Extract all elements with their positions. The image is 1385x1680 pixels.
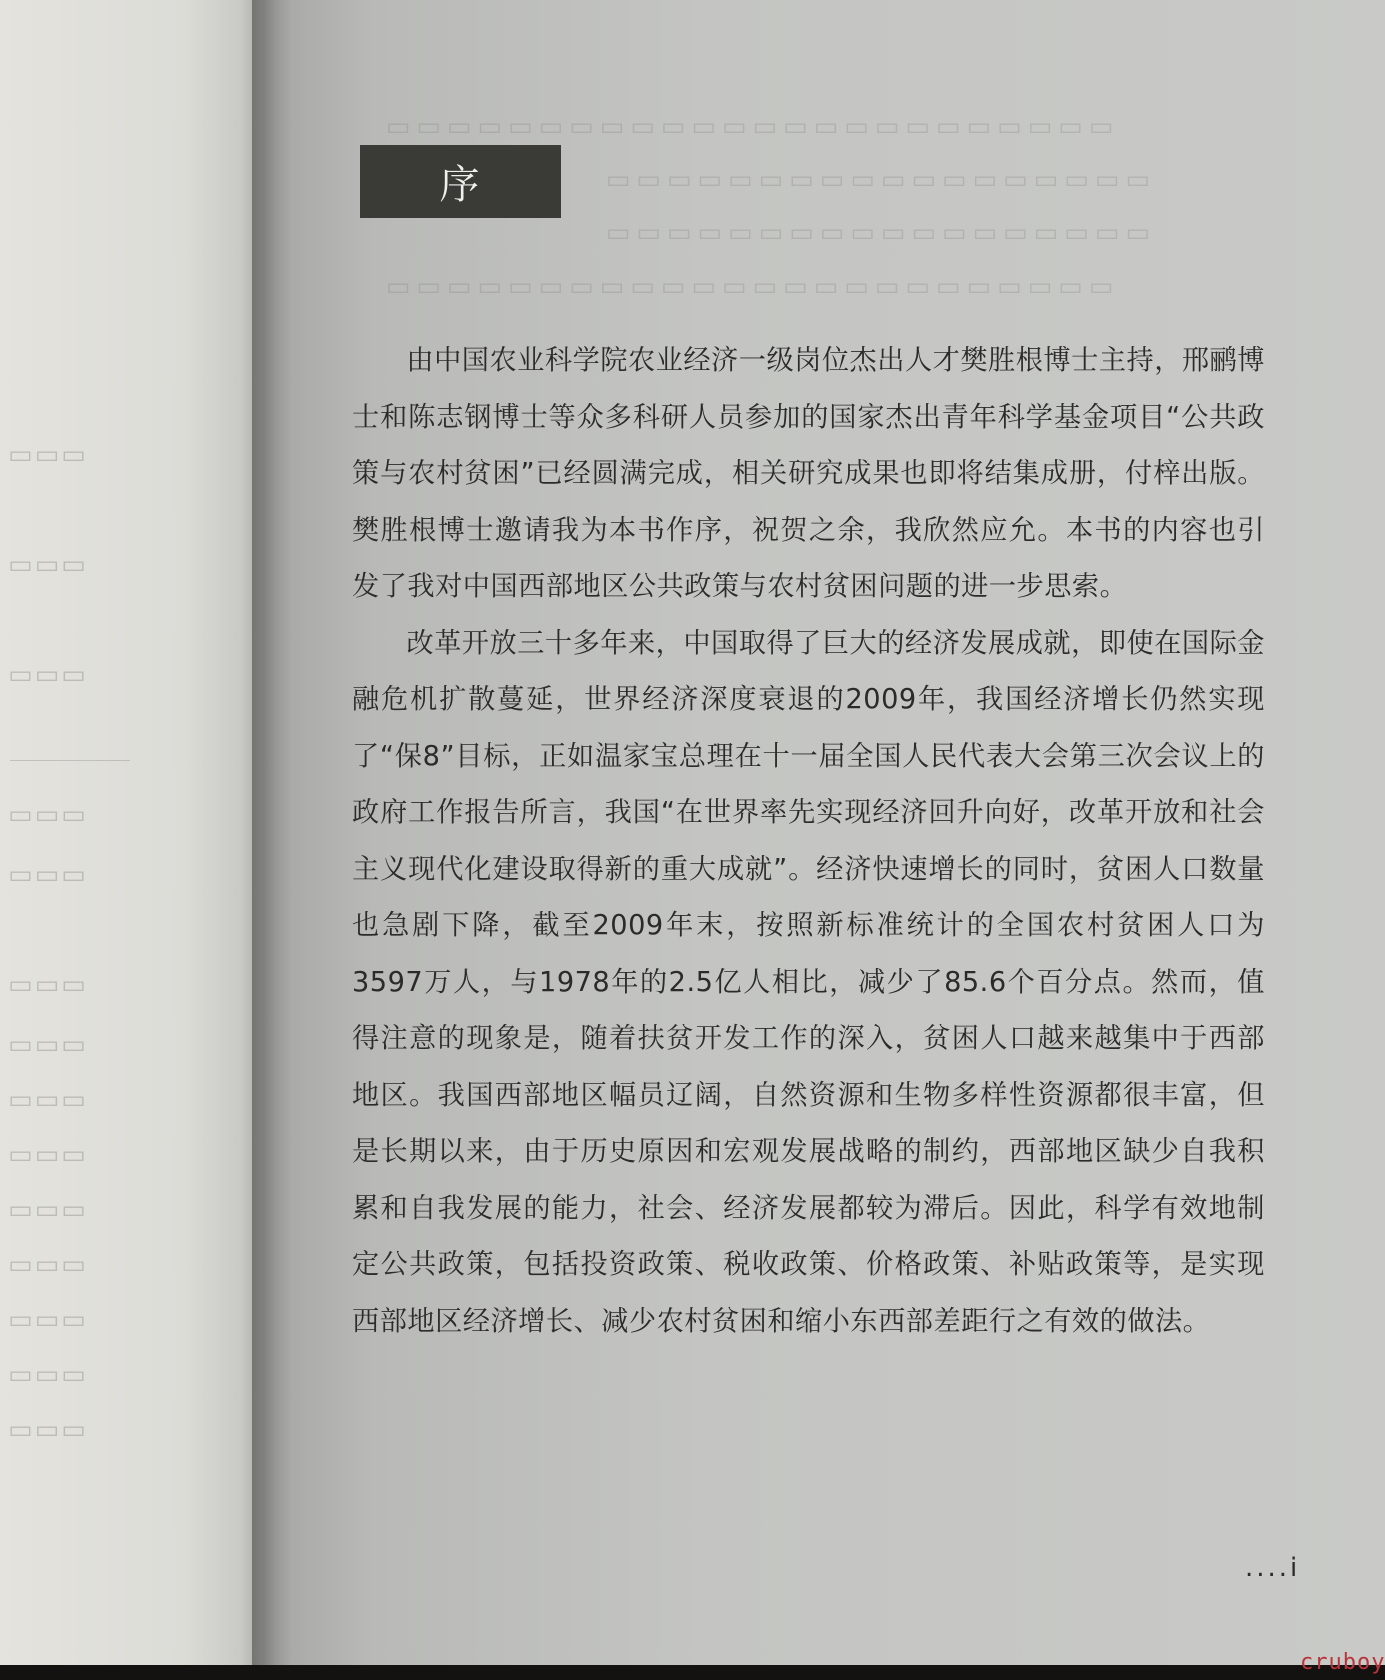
- show-through-text: ▭▭▭▭▭▭▭▭▭▭▭▭▭▭▭▭▭▭▭▭▭▭▭▭: [380, 112, 1114, 142]
- scanner-watermark: cruboy: [1300, 1650, 1385, 1675]
- show-through-text: ▭▭▭▭▭▭▭▭▭▭▭▭▭▭▭▭▭▭: [600, 218, 1151, 248]
- left-page-bleed-text: ▭▭▭: [8, 660, 88, 690]
- show-through-text: ▭▭▭▭▭▭▭▭▭▭▭▭▭▭▭▭▭▭▭▭▭▭▭▭: [380, 272, 1114, 302]
- left-page-bleed-text: ▭▭▭: [8, 800, 88, 830]
- left-page-bleed-text: ▭▭▭: [8, 860, 88, 890]
- left-page-bleed-text: ▭▭▭: [8, 1415, 88, 1445]
- show-through-text: ▭▭▭▭▭▭▭▭▭▭▭▭▭▭▭▭▭▭: [600, 165, 1151, 195]
- left-page-bleed-text: ▭▭▭: [8, 1305, 88, 1335]
- preface-body: [352, 333, 1265, 1350]
- left-page-bleed-text: ▭▭▭: [8, 1140, 88, 1170]
- scan-bottom-edge: [0, 1665, 1385, 1680]
- left-page-bleed-text: ▭▭▭: [8, 550, 88, 580]
- paragraph: 改革开放三十多年来，中国取得了巨大的经济发展成就，即使在国际金融危机扩散蔓延，世界经济深度衰退的2009年，我国经济增长仍然实现了“保8”目标，正如温家宝总理在十一届全国人民代表大会第三次会议上的政府工作报告所言，我国“在世界率先实现经济回升向好，改革开放和社会主义现代化建设取得新的重大成就”。经济快速增长的同时，贫困人口数量也急剧下降，截至2009年末，按照新标准统计的全国农村贫困人口为3597万人，与1978年的2.5亿人相比，减少了85.6个百分点。然而，值得注意的现象是，随着扶贫开发工作的深入，贫困人口越来越集中于西部地区。我国西部地区幅员辽阔，自然资源和生物多样性资源都很丰富，但是长期以来，由于历史原因和宏观发展战略的制约，西部地区缺少自我积累和自我发展的能力，社会、经济发展都较为滞后。因此，科学有效地制定公共政策，包括投资政策、税收政策、价格政策、补贴政策等，是实现西部地区经济增长、减少农村贫困和缩小东西部差距行之有效的做法。: [352, 627, 1265, 1337]
- preface-title-block: [360, 145, 561, 218]
- left-page-bleed-text: ▭▭▭: [8, 1250, 88, 1280]
- left-page-bleed-text: ▭▭▭: [8, 1030, 88, 1060]
- paragraph: 由中国农业科学院农业经济一级岗位杰出人才樊胜根博士主持，邢鹂博士和陈志钢博士等众多科研人员参加的国家杰出青年科学基金项目“公共政策与农村贫困”已经圆满完成，相关研究成果也即将结集成册，付梓出版。樊胜根博士邀请我为本书作序，祝贺之余，我欣然应允。本书的内容也引发了我对中国西部地区公共政策与农村贫困问题的进一步思索。: [352, 345, 1265, 602]
- left-page-rule: [10, 760, 130, 761]
- left-page-bleed-text: ▭▭▭: [8, 970, 88, 1000]
- left-page-bleed-text: ▭▭▭: [8, 440, 88, 470]
- preface-title: 序: [439, 162, 482, 208]
- left-facing-page-edge: [0, 0, 262, 1680]
- left-page-bleed-text: ▭▭▭: [8, 1360, 88, 1390]
- left-page-bleed-text: ▭▭▭: [8, 1195, 88, 1225]
- book-gutter-shadow: [252, 0, 292, 1680]
- left-page-bleed-text: ▭▭▭: [8, 1085, 88, 1115]
- page-number: ....i: [1245, 1553, 1301, 1583]
